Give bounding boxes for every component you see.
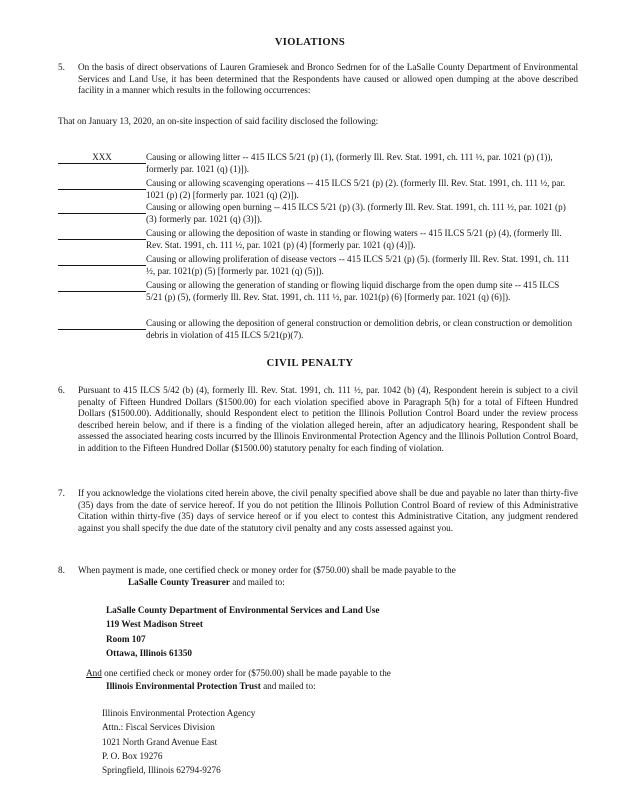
address-1-line: 119 West Madison Street xyxy=(106,619,203,630)
address-block-2 xyxy=(102,706,255,777)
address-2-line: P. O. Box 19276 xyxy=(102,750,163,761)
and-word: And xyxy=(86,668,102,678)
second-payment-text: one certified check or money order for ($750.00) shall be made payable to the xyxy=(104,668,391,678)
violation-text: Causing or allowing the generation of standing or flowing liquid discharge from the open dump site -- 415 ILCS 5/21 (p) (5), (formerly Ill. Rev. Stat. 1991, ch. 111 ½, par. 1021(p) (6) [formerly par. 1021 (q) (6)]). xyxy=(146,280,560,302)
violation-item xyxy=(58,228,578,252)
address-2-line: Attn.: Fiscal Services Division xyxy=(102,722,215,733)
payee-2: Illinois Environmental Protection Trust xyxy=(106,681,261,691)
violation-item xyxy=(58,254,578,278)
violation-item xyxy=(58,318,578,342)
civil-penalty-heading: CIVIL PENALTY xyxy=(266,358,354,369)
address-1-line: LaSalle County Department of Environmental Services and Land Use xyxy=(106,605,380,615)
violation-text: Causing or allowing proliferation of disease vectors -- 415 ILCS 5/21 (p) (5). (formerly Ill. Rev. Stat. 1991, ch. 111 ½, par. 1021(p) (5) [formerly par. 1021 (q) (5)]). xyxy=(146,254,570,276)
violation-mark: XXX xyxy=(58,152,146,164)
violation-mark xyxy=(58,280,146,292)
address-2-line: Springfield, Illinois 62794-9276 xyxy=(102,765,221,775)
paragraph-8-number: 8. xyxy=(58,565,65,575)
paragraph-7-text: If you acknowledge the violations cited herein above, the civil penalty specified above shall be due and payable no later than thirty-five (35) days from the date of service hereof. If you do not petition the Illinois Pollution Control Board of review of this Administrative Citation within thirty-five (35) days of service hereof or if you elect to contest this Administrative Citation, any judgment rendered against you shall specify the due date of the statutory civil penalty and any costs assessed against you. xyxy=(78,488,578,533)
second-payment-line xyxy=(86,668,391,680)
violation-item xyxy=(58,202,578,226)
payee-2-tail: and mailed to: xyxy=(263,681,316,691)
payee-1-line xyxy=(128,577,285,589)
address-2-line: Illinois Environmental Protection Agency xyxy=(102,708,256,718)
paragraph-6-number: 6. xyxy=(58,385,65,395)
paragraph-5-number: 5. xyxy=(58,62,65,72)
paragraph-7-number: 7. xyxy=(58,488,65,498)
paragraph-6-text: Pursuant to 415 ILCS 5/42 (b) (4), formerly Ill. Rev. Stat. 1991, ch. 111 ½, par. 1042 (b) (4), Respondent herein is subject to a civil penalty of Fifteen Hundred Dollars ($1500.00) for each violation specified above in Paragraph 5(h) for a total of Fifteen Hundred Dollars ($1500.00). Additionally, should Respondent elect to petition the Illinois Pollution Control Board under the review process described herein below, and if there is a finding of the violation alleged herein, after an adjudicatory hearing, Respondent shall be assessed the associated hearing costs incurred by the Illinois Environmental Protection Agency and the Illinois Pollution Control Board, in addition to the Fifteen Hundred Dollar ($1500.00) statutory penalty for each finding of violation. xyxy=(78,385,578,453)
violation-text: Causing or allowing the deposition of general construction or demolition debris, or clean construction or demolition debris in violation of 415 ILCS 5/21(p)(7). xyxy=(146,318,573,340)
payee-2-line xyxy=(106,681,316,693)
address-2-line: 1021 North Grand Avenue East xyxy=(102,736,218,747)
payee-1: LaSalle County Treasurer xyxy=(128,577,230,587)
violation-mark xyxy=(58,254,146,266)
violation-text: Causing or allowing scavenging operations -- 415 ILCS 5/21 (p) (2). (formerly Ill. Rev. Stat. 1991, ch. 111 ½, par. 1021 (p) (2) [formerly par. 1021 (q) (2)]). xyxy=(146,178,566,200)
paragraph-8-text: When payment is made, one certified check or money order for ($750.00) shall be made payable to the xyxy=(78,565,456,575)
violation-text: Causing or allowing litter -- 415 ILCS 5/21 (p) (1), (formerly Ill. Rev. Stat. 1991, ch. 111 ½, par. 1021 (p) (1)), formerly par. 1021 (q) (1)]). xyxy=(146,152,553,174)
violation-mark xyxy=(58,202,146,214)
violation-text: Causing or allowing open burning -- 415 ILCS 5/21 (p) (3). (formerly Ill. Rev. Stat. 1991, ch. 111 ½, par. 1021 (p) (3) formerly par. 1021 (q) (3)]). xyxy=(146,202,566,224)
violation-text: Causing or allowing the deposition of waste in standing or flowing waters -- 415 ILCS 5/21 (p) (4), (formerly Ill. Rev. Stat. 1991, ch. 111 ½, par. 1021 (p) (4) [formerly par. 1021 (q) (4)]). xyxy=(146,228,562,250)
violation-item xyxy=(58,178,578,202)
address-1-line: Room 107 xyxy=(106,633,146,644)
paragraph-5-text: On the basis of direct observations of Lauren Gramiesek and Bronco Sedrnen for of the LaSalle County Department of Environmental Services and Land Use, it has been determined that the Respondents have caused or allowed open dumping at the above described facility in a manner which results in the following occurrences: xyxy=(78,62,578,95)
inspection-intro: That on January 13, 2020, an on-site inspection of said facility disclosed the following: xyxy=(58,116,379,126)
violation-mark xyxy=(58,318,146,330)
violation-item xyxy=(58,152,578,176)
payee-1-tail: and mailed to: xyxy=(232,577,285,587)
address-block-1 xyxy=(106,603,379,660)
violations-heading: VIOLATIONS xyxy=(274,37,346,48)
violation-mark xyxy=(58,228,146,240)
address-1-line: Ottawa, Illinois 61350 xyxy=(106,647,193,658)
violation-mark xyxy=(58,178,146,190)
violation-item xyxy=(58,280,578,316)
